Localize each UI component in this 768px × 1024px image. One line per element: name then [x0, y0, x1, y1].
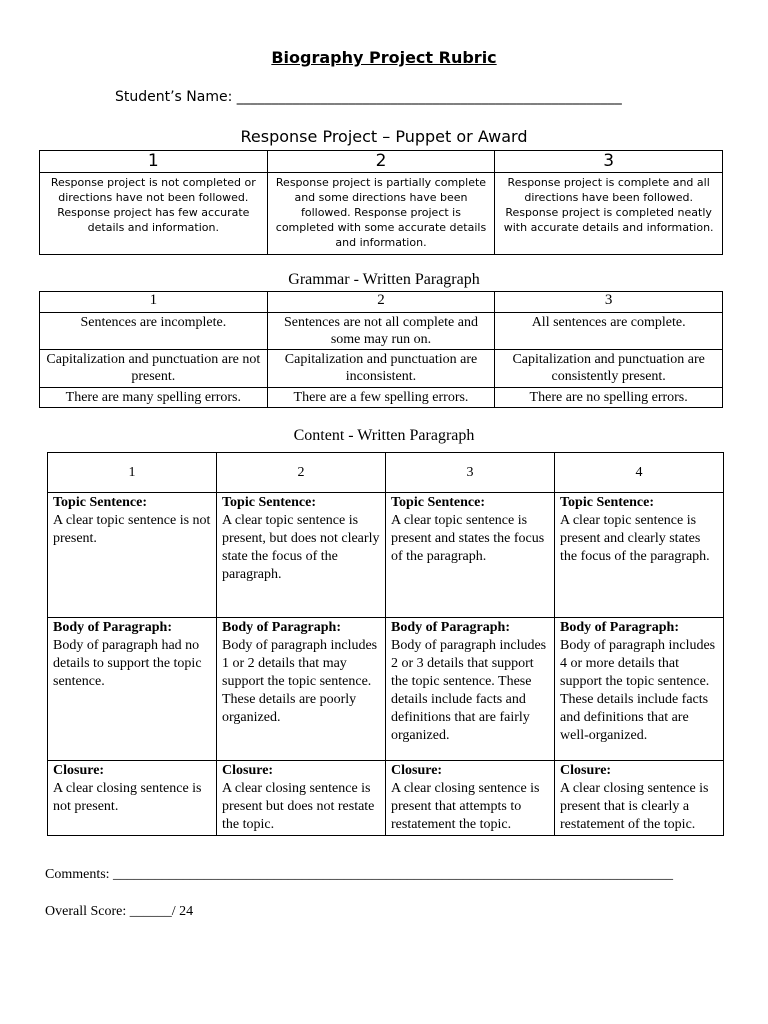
grammar-cell: Capitalization and punctuation are not present. — [40, 350, 268, 388]
content-cell — [48, 493, 217, 618]
content-cell — [48, 761, 217, 836]
grammar-table — [39, 291, 723, 408]
response-header-3: 3 — [495, 151, 723, 173]
criterion-label: Body of Paragraph: — [53, 620, 172, 635]
response-cell-1: Response project is not completed or directions have not been followed. Response project has few accurate details and information. — [40, 173, 268, 255]
content-table — [47, 452, 724, 836]
criterion-text: A clear closing sentence is not present. — [53, 781, 202, 814]
content-cell — [48, 618, 217, 761]
content-cell — [386, 493, 555, 618]
response-project-table — [39, 150, 723, 255]
criterion-text: A clear topic sentence is present and clearly states the focus of the paragraph. — [560, 513, 710, 564]
table-row — [40, 350, 723, 388]
grammar-cell: There are a few spelling errors. — [267, 388, 495, 408]
content-heading: Content - Written Paragraph — [293, 427, 475, 444]
criterion-text: A clear topic sentence is not present. — [53, 513, 211, 546]
criterion-label: Closure: — [53, 763, 105, 778]
criterion-text: Body of paragraph includes 1 or 2 details that may support the topic sentence. These details are poorly organized. — [222, 638, 378, 725]
criterion-label: Topic Sentence: — [53, 495, 147, 510]
content-cell — [555, 493, 724, 618]
table-row — [48, 618, 724, 761]
table-row — [40, 313, 723, 350]
content-cell — [555, 618, 724, 761]
content-cell — [217, 493, 386, 618]
content-cell — [386, 618, 555, 761]
grammar-cell: There are many spelling errors. — [40, 388, 268, 408]
content-header-2: 2 — [217, 453, 386, 493]
criterion-label: Closure: — [560, 763, 612, 778]
student-name-line: Student’s Name: _______________________________________________________ — [115, 89, 622, 105]
table-row — [40, 388, 723, 408]
content-cell — [217, 618, 386, 761]
response-cell-3: Response project is complete and all directions have been followed. Response project is completed neatly with accurate details and information. — [495, 173, 723, 255]
criterion-text: Body of paragraph includes 2 or 3 details that support the topic sentence. These details include facts and definitions that are fairly organized. — [391, 638, 547, 743]
criterion-text: A clear topic sentence is present and states the focus of the paragraph. — [391, 513, 545, 564]
grammar-cell: Capitalization and punctuation are consistently present. — [495, 350, 723, 388]
content-header-1: 1 — [48, 453, 217, 493]
content-cell — [555, 761, 724, 836]
criterion-label: Topic Sentence: — [222, 495, 316, 510]
criterion-label: Body of Paragraph: — [560, 620, 679, 635]
criterion-label: Topic Sentence: — [560, 495, 654, 510]
grammar-cell: All sentences are complete. — [495, 313, 723, 350]
comments-line: Comments: ________________________________________________________________________________ — [45, 867, 674, 882]
criterion-label: Topic Sentence: — [391, 495, 485, 510]
response-header-2: 2 — [267, 151, 495, 173]
overall-score-line: Overall Score: ______/ 24 — [45, 904, 194, 919]
criterion-label: Closure: — [391, 763, 443, 778]
criterion-label: Body of Paragraph: — [222, 620, 341, 635]
criterion-text: A clear topic sentence is present, but does not clearly state the focus of the paragraph. — [222, 513, 380, 582]
response-header-1: 1 — [40, 151, 268, 173]
grammar-cell: Sentences are not all complete and some may run on. — [267, 313, 495, 350]
content-header-4: 4 — [555, 453, 724, 493]
content-cell — [386, 761, 555, 836]
page-title: Biography Project Rubric — [271, 48, 497, 67]
criterion-label: Closure: — [222, 763, 274, 778]
grammar-header-1: 1 — [40, 292, 268, 313]
table-row — [48, 761, 724, 836]
content-cell — [217, 761, 386, 836]
response-cell-2: Response project is partially complete and some directions have been followed. Response project is completed with some accurate details and information. — [267, 173, 495, 255]
grammar-cell: There are no spelling errors. — [495, 388, 723, 408]
response-project-heading: Response Project – Puppet or Award — [240, 127, 528, 146]
criterion-text: A clear closing sentence is present that is clearly a restatement of the topic. — [560, 781, 709, 832]
grammar-heading: Grammar - Written Paragraph — [288, 271, 480, 288]
grammar-header-3: 3 — [495, 292, 723, 313]
criterion-text: A clear closing sentence is present but does not restate the topic. — [222, 781, 375, 832]
criterion-text: Body of paragraph had no details to support the topic sentence. — [53, 638, 202, 689]
criterion-text: A clear closing sentence is present that attempts to restatement the topic. — [391, 781, 540, 832]
grammar-cell: Sentences are incomplete. — [40, 313, 268, 350]
grammar-header-2: 2 — [267, 292, 495, 313]
criterion-label: Body of Paragraph: — [391, 620, 510, 635]
grammar-cell: Capitalization and punctuation are inconsistent. — [267, 350, 495, 388]
criterion-text: Body of paragraph includes 4 or more details that support the topic sentence. These details include facts and definitions that are well-organized. — [560, 638, 716, 743]
content-header-3: 3 — [386, 453, 555, 493]
table-row — [48, 493, 724, 618]
